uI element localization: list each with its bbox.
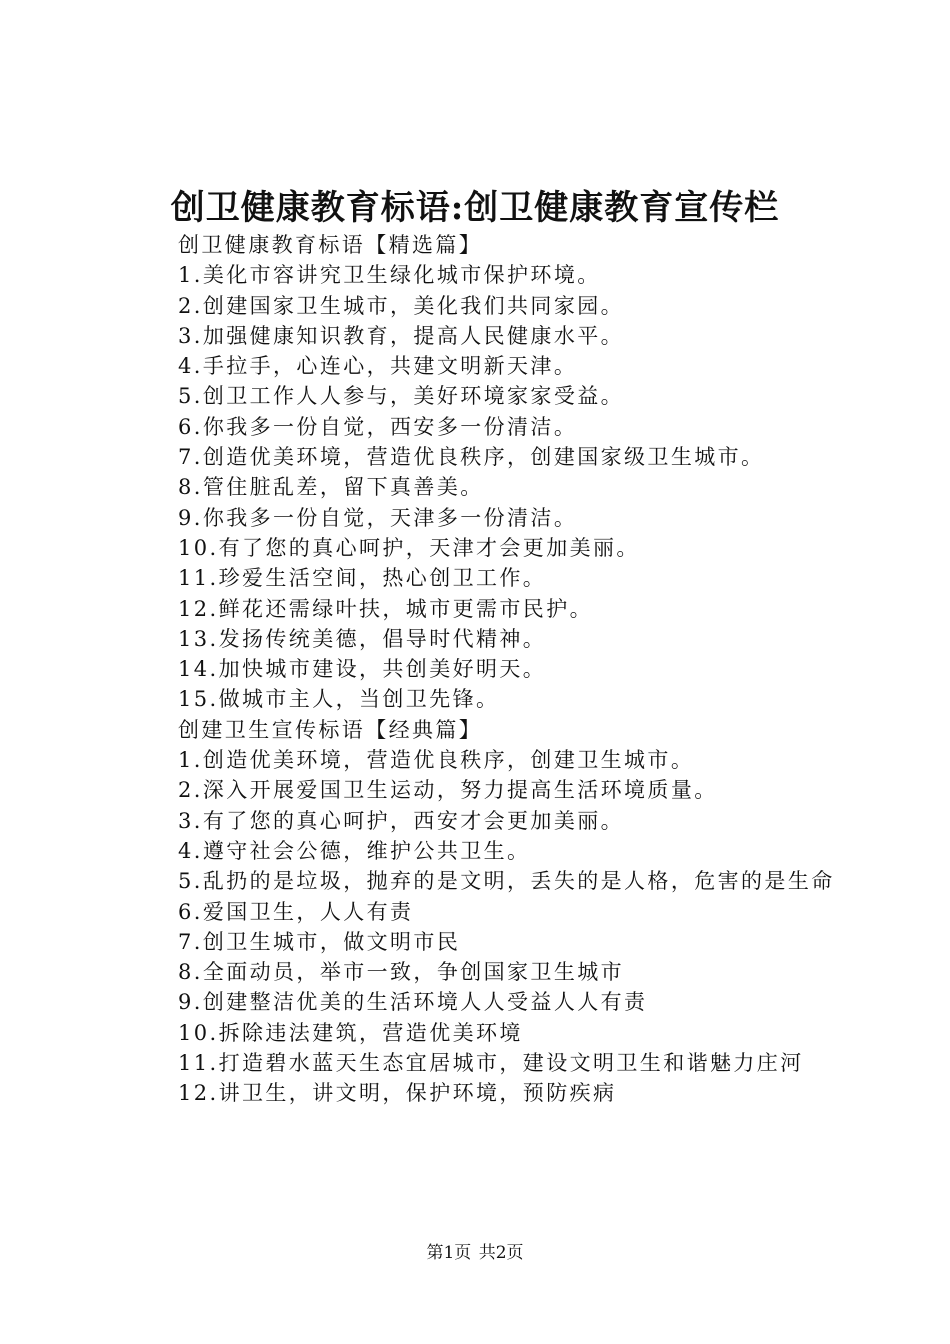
list-item: 3.加强健康知识教育，提高人民健康水平。 xyxy=(178,323,625,348)
page-footer xyxy=(0,1240,950,1266)
list-item: 12.鲜花还需绿叶扶，城市更需市民护。 xyxy=(178,596,593,621)
list-item: 2.创建国家卫生城市，美化我们共同家园。 xyxy=(178,293,625,318)
list-item: 11.打造碧水蓝天生态宜居城市，建设文明卫生和谐魅力庄河 xyxy=(178,1051,804,1076)
list-item: 2.深入开展爱国卫生运动，努力提高生活环境质量。 xyxy=(178,778,718,803)
section-heading: 创卫健康教育标语【精选篇】 xyxy=(178,233,483,257)
list-item: 13.发扬传统美德，倡导时代精神。 xyxy=(178,626,547,651)
list-item: 15.做城市主人，当创卫先锋。 xyxy=(178,687,500,712)
list-item: 9.你我多一份自觉，天津多一份清洁。 xyxy=(178,505,578,530)
list-item: 12.讲卫生，讲文明，保护环境，预防疾病 xyxy=(178,1081,617,1106)
page-number: 第1页 xyxy=(426,1243,472,1263)
list-item: 10.拆除违法建筑，营造优美环境 xyxy=(178,1020,523,1045)
list-item: 8.全面动员，举市一致，争创国家卫生城市 xyxy=(178,960,625,985)
list-item: 1.美化市容讲究卫生绿化城市保护环境。 xyxy=(178,263,601,288)
list-item: 6.爱国卫生，人人有责 xyxy=(178,899,414,924)
list-item: 5.乱扔的是垃圾，抛弃的是文明，丢失的是人格，危害的是生命 xyxy=(178,869,835,894)
list-item: 1.创造优美环境，营造优良秩序，创建卫生城市。 xyxy=(178,748,695,773)
document-body xyxy=(130,230,842,1109)
list-item: 14.加快城市建设，共创美好明天。 xyxy=(178,657,547,682)
list-item: 3.有了您的真心呵护，西安才会更加美丽。 xyxy=(178,808,625,833)
list-item: 4.手拉手，心连心，共建文明新天津。 xyxy=(178,354,578,379)
list-item: 9.创建整洁优美的生活环境人人受益人人有责 xyxy=(178,990,648,1015)
list-item: 6.你我多一份自觉，西安多一份清洁。 xyxy=(178,414,578,439)
list-item: 7.创卫生城市，做文明市民 xyxy=(178,929,461,954)
list-item: 7.创造优美环境，营造优良秩序，创建国家级卫生城市。 xyxy=(178,445,765,470)
list-item: 10.有了您的真心呵护，天津才会更加美丽。 xyxy=(178,535,640,560)
section-heading: 创建卫生宣传标语【经典篇】 xyxy=(178,717,483,742)
list-item: 8.管住脏乱差，留下真善美。 xyxy=(178,475,484,500)
list-item: 4.遵守社会公德，维护公共卫生。 xyxy=(178,838,531,863)
list-item: 11.珍爱生活空间，热心创卫工作。 xyxy=(178,566,547,591)
document-title: 创卫健康教育标语:创卫健康教育宣传栏 xyxy=(170,188,780,228)
page-total: 共2页 xyxy=(478,1243,524,1263)
list-item: 5.创卫工作人人参与，美好环境家家受益。 xyxy=(178,384,625,409)
